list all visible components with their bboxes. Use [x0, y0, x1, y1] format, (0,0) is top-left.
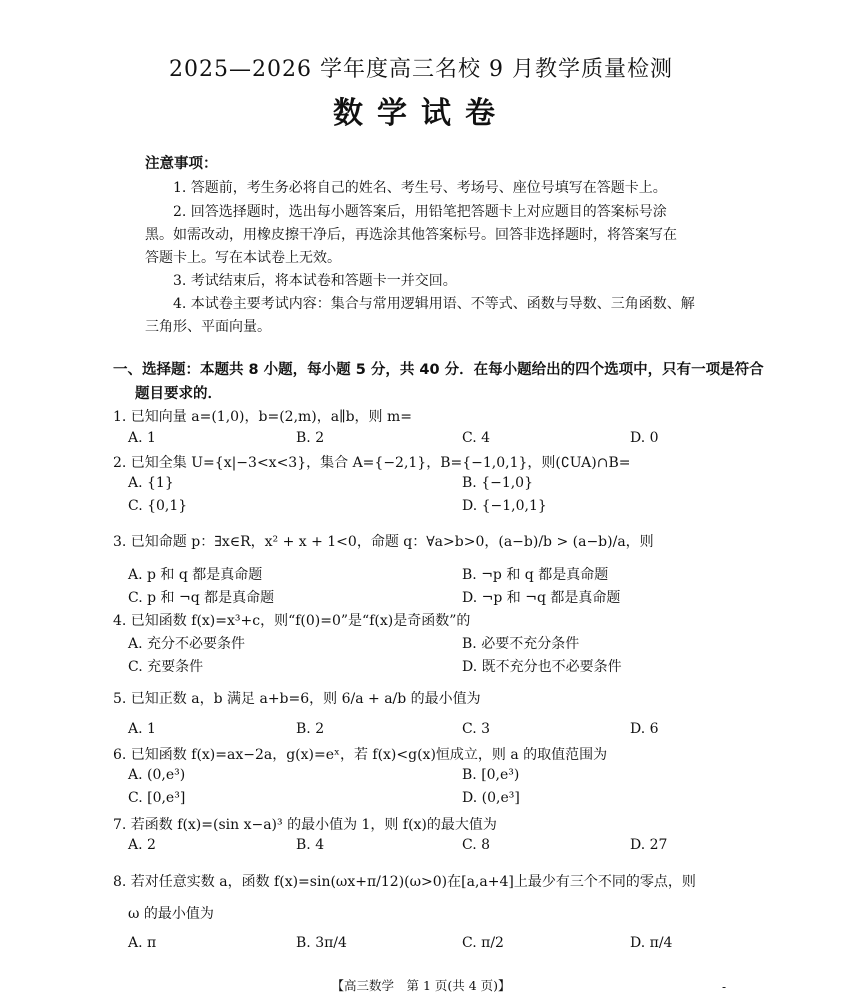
q7-option-b: B. 4: [296, 837, 325, 853]
section-heading-cont: 题目要求的．: [135, 386, 222, 402]
q6-option-c: C. [0,e³]: [128, 790, 186, 806]
q1-option-d: D. 0: [630, 430, 659, 446]
question-6-stem: 6. 已知函数 f(x)=ax−2a，g(x)=eˣ，若 f(x)<g(x)恒成立，则 a 的取值范围为: [113, 747, 608, 763]
footer-mark: -: [722, 980, 727, 994]
q8-option-c: C. π/2: [462, 935, 504, 951]
note-line: 3. 考试结束后，将本试卷和答题卡一并交回。: [173, 273, 457, 289]
q3-option-d: D. ¬p 和 ¬q 都是真命题: [462, 590, 621, 606]
q2-option-b: B. {−1,0}: [462, 475, 533, 491]
q4-option-b: B. 必要不充分条件: [462, 636, 580, 652]
question-8-stem-cont: ω 的最小值为: [128, 906, 214, 922]
q2-option-d: D. {−1,0,1}: [462, 498, 547, 514]
notes-heading: 注意事项：: [145, 156, 218, 172]
q3-option-b: B. ¬p 和 q 都是真命题: [462, 567, 609, 583]
q1-option-b: B. 2: [296, 430, 325, 446]
q7-option-c: C. 8: [462, 837, 491, 853]
note-line: 答题卡上。写在本试卷上无效。: [145, 250, 341, 266]
question-4-stem: 4. 已知函数 f(x)=x³+c，则“f(0)=0”是“f(x)是奇函数”的: [113, 613, 471, 629]
question-2-stem: 2. 已知全集 U={x|−3<x<3}，集合 A={−2,1}，B={−1,0,1}，则(∁UA)∩B=: [113, 455, 631, 471]
note-line: 4. 本试卷主要考试内容：集合与常用逻辑用语、不等式、函数与导数、三角函数、解: [173, 296, 695, 312]
question-5-stem: 5. 已知正数 a，b 满足 a+b=6，则 6/a + a/b 的最小值为: [113, 691, 481, 707]
note-line: 三角形、平面向量。: [145, 319, 271, 335]
q6-option-d: D. (0,e³]: [462, 790, 520, 806]
q5-option-a: A. 1: [128, 721, 156, 737]
q4-option-a: A. 充分不必要条件: [128, 636, 246, 652]
q1-option-c: C. 4: [462, 430, 491, 446]
q5-option-d: D. 6: [630, 721, 659, 737]
q8-option-b: B. 3π/4: [296, 935, 347, 951]
q4-option-c: C. 充要条件: [128, 659, 204, 675]
q6-option-b: B. [0,e³): [462, 767, 520, 783]
subject-title: 数学试卷: [333, 96, 509, 131]
q5-option-b: B. 2: [296, 721, 325, 737]
q4-option-d: D. 既不充分也不必要条件: [462, 659, 622, 675]
q7-option-a: A. 2: [128, 837, 156, 853]
q2-option-c: C. {0,1}: [128, 498, 188, 514]
q8-option-a: A. π: [128, 935, 157, 951]
q8-option-d: D. π/4: [630, 935, 673, 951]
q6-option-a: A. (0,e³): [128, 767, 186, 783]
note-line: 2. 回答选择题时，选出每小题答案后，用铅笔把答题卡上对应题目的答案标号涂: [173, 204, 667, 220]
question-3-stem: 3. 已知命题 p：∃x∈R，x² + x + 1<0，命题 q：∀a>b>0，(a−b)/b > (a−b)/a，则: [113, 534, 654, 550]
note-line: 黑。如需改动，用橡皮擦干净后，再选涂其他答案标号。回答非选择题时，将答案写在: [145, 227, 677, 243]
question-7-stem: 7. 若函数 f(x)=(sin x−a)³ 的最小值为 1，则 f(x)的最大值为: [113, 817, 497, 833]
section-heading: 一、选择题：本题共 8 小题，每小题 5 分，共 40 分．在每小题给出的四个选项中，只有一项是符合: [113, 362, 764, 378]
q3-option-c: C. p 和 ¬q 都是真命题: [128, 590, 275, 606]
q5-option-c: C. 3: [462, 721, 491, 737]
question-8-stem: 8. 若对任意实数 a，函数 f(x)=sin(ωx+π/12)(ω>0)在[a,a+4]上最少有三个不同的零点，则: [113, 874, 696, 890]
q3-option-a: A. p 和 q 都是真命题: [128, 567, 263, 583]
q1-option-a: A. 1: [128, 430, 156, 446]
page-footer: 【高三数学 第 1 页(共 4 页)】: [331, 978, 511, 993]
q2-option-a: A. {1}: [128, 475, 174, 491]
q7-option-d: D. 27: [630, 837, 668, 853]
note-line: 1. 答题前，考生务必将自己的姓名、考生号、考场号、座位号填写在答题卡上。: [173, 180, 667, 196]
exam-title: 2025—2026 学年度高三名校 9 月教学质量检测: [169, 57, 673, 82]
question-1-stem: 1. 已知向量 a=(1,0)，b=(2,m)，a∥b，则 m=: [113, 409, 413, 425]
